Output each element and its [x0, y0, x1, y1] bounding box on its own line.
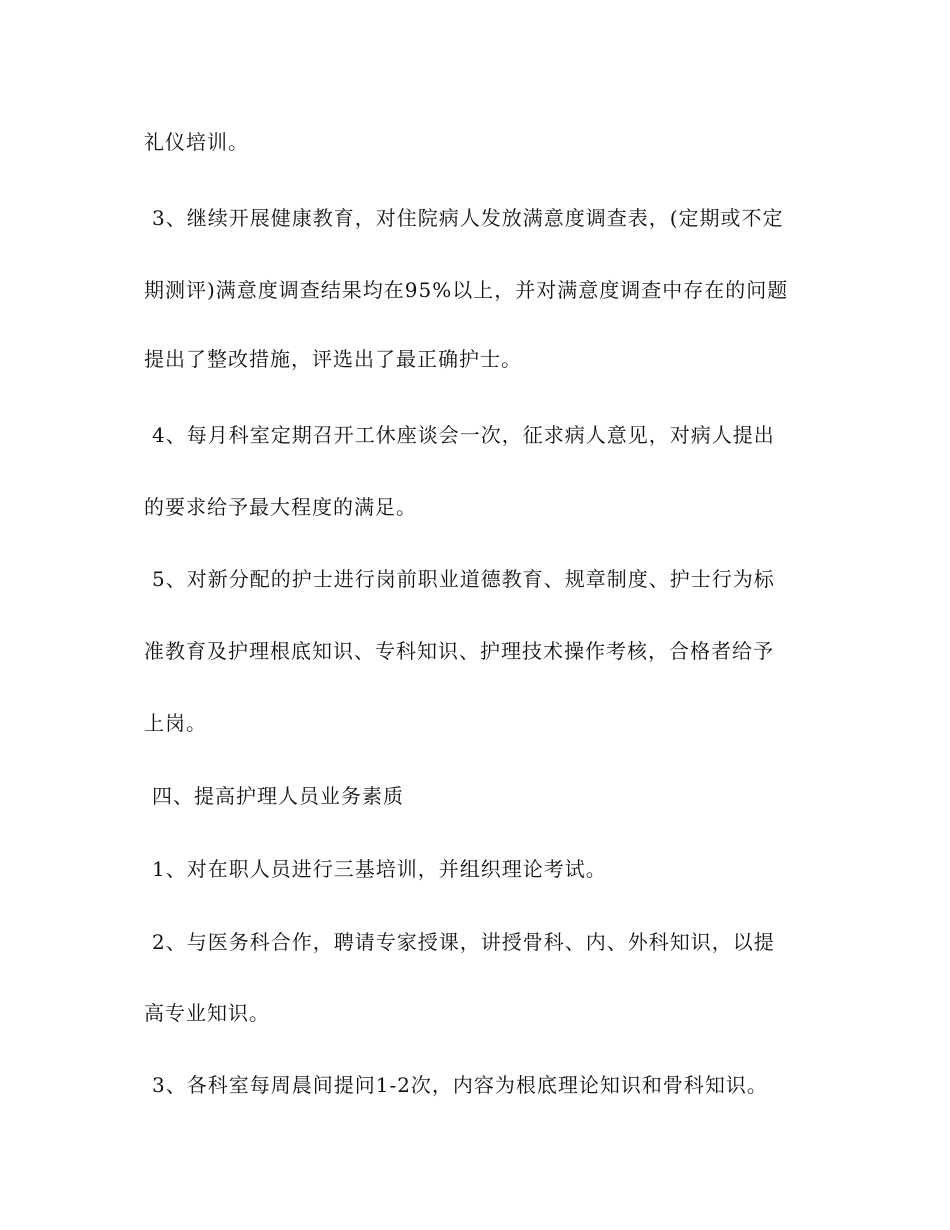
text-line: 高专业知识。	[144, 1001, 270, 1025]
text-line: 1、对在职人员进行三基培训，并组织理论考试。	[152, 857, 607, 881]
text-line: 3、各科室每周晨间提问1-2次，内容为根底理论知识和骨科知识。	[152, 1073, 768, 1097]
text-line: 5、对新分配的护士进行岗前职业道德教育、规章制度、护士行为标	[152, 567, 775, 591]
text-line: 准教育及护理根底知识、专科知识、护理技术操作考核，合格者给予	[144, 639, 774, 663]
text-line: 的要求给予最大程度的满足。	[144, 495, 417, 519]
text-line: 期测评)满意度调查结果均在95%以上，并对满意度调查中存在的问题	[144, 278, 789, 302]
text-line: 2、与医务科合作，聘请专家授课，讲授骨科、内、外科知识，以提	[152, 930, 775, 954]
text-line: 3、继续开展健康教育，对住院病人发放满意度调查表，(定期或不定	[152, 206, 784, 230]
text-line: 提出了整改措施，评选出了最正确护士。	[144, 347, 522, 371]
text-line: 上岗。	[144, 711, 207, 735]
text-line: 礼仪培训。	[144, 130, 249, 154]
text-line: 4、每月科室定期召开工休座谈会一次，征求病人意见，对病人提出	[152, 423, 775, 447]
section-heading: 四、提高护理人员业务素质	[152, 784, 404, 808]
